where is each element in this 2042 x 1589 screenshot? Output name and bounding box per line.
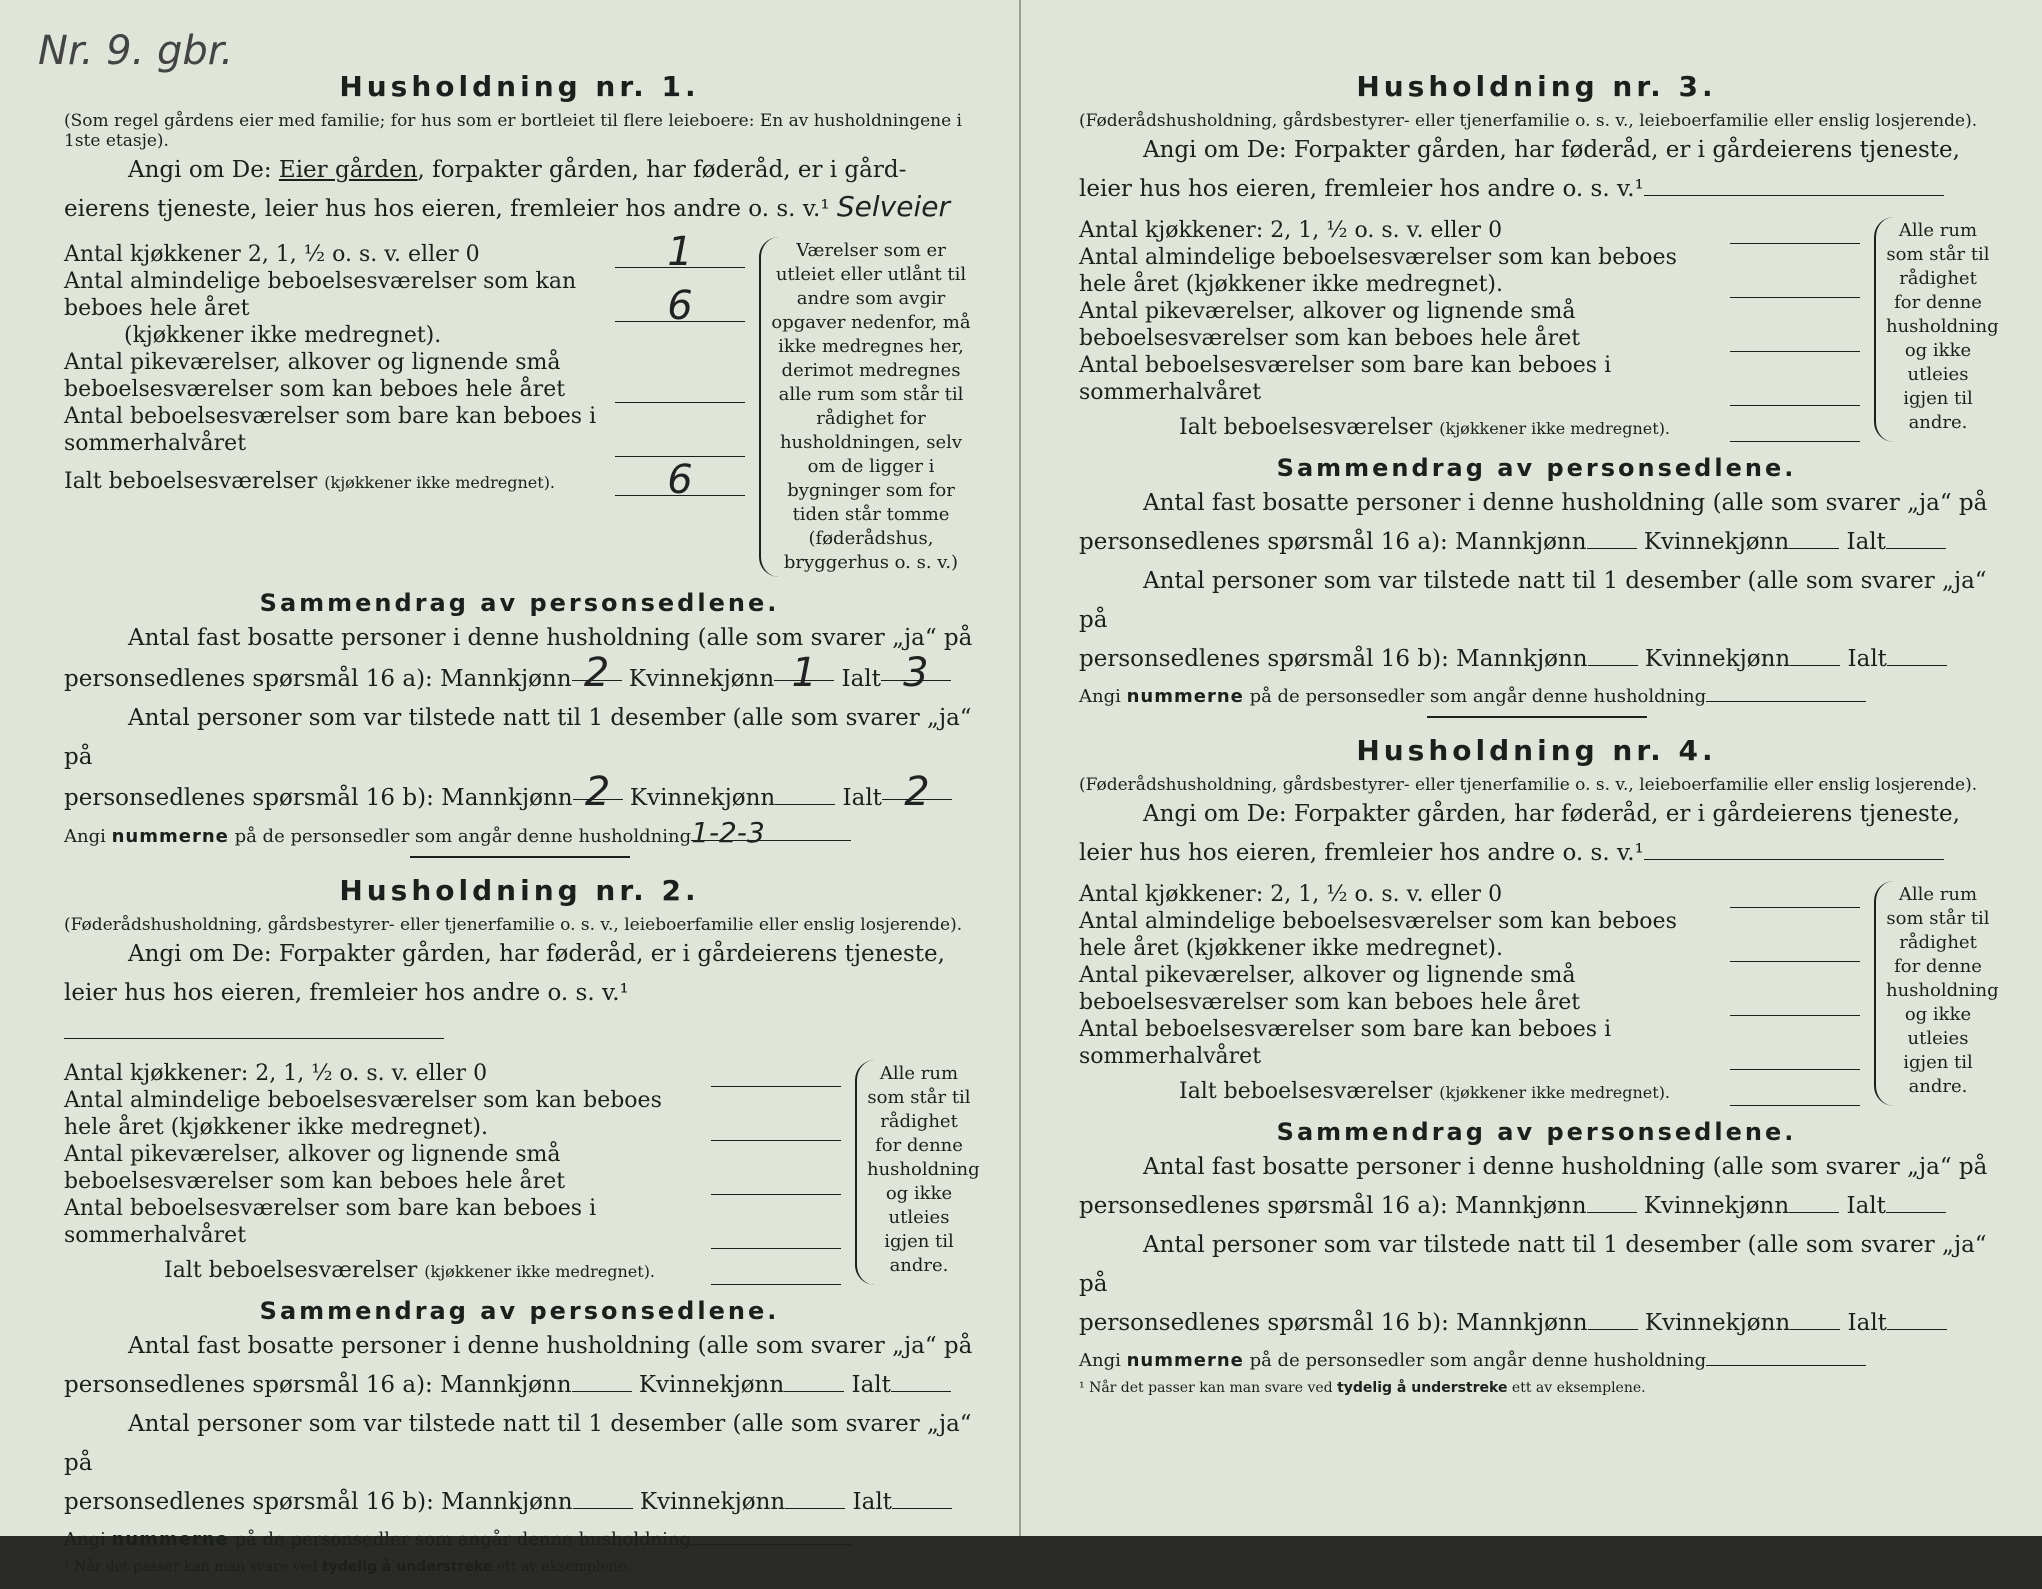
household-3-section — [1079, 70, 1999, 718]
household-3-rooms: Antal kjøkkener: 2, 1, ½ o. s. v. eller 0 Antal almindelige beboelsesværelser som kan beboes hele året (kjøkkener ikke medregnet). Antal pikeværelser, alkover og lignende små beboelsesværelser som kan beboes hele året Antal beboelsesværelser som bare kan beboes i sommerhalvåret Ialt beboelsesværelser (kjøkkener ikke medregnet). Alle rum som står til rådighet for denne husholdning og ikke utleies igjen til andre. — [1079, 218, 1999, 440]
maid-rooms-row: Antal pikeværelser, alkover og lignende små beboelsesværelser som kan beboes hele året — [64, 349, 745, 403]
household-4-note: (Føderådshusholdning, gårdsbestyrer- eller tjenerfamilie o. s. v., leieboerfamilie eller enslig losjerende). — [1079, 775, 1978, 795]
household-3-title: Husholdning nr. 3. — [1356, 70, 1717, 103]
household-4-title: Husholdning nr. 4. — [1356, 734, 1717, 767]
household-2-nummer: Angi nummerne på de personsedler som angår denne husholdning — [64, 1522, 975, 1555]
household-1-rooms — [64, 229, 975, 577]
footnote-right: ¹ Når det passer kan man svare ved tydelig å understreke ett av eksemplene. — [1079, 1380, 1646, 1396]
separator-2 — [1427, 716, 1647, 718]
h3-summary-a-values: personsedlenes spørsmål 16 a): Mannkjønn Kvinnekjønn Ialt — [1079, 523, 1994, 562]
s2-ialt-value: 2 — [882, 777, 952, 800]
household-4-summary-title: Sammendrag av personsedlene. — [1276, 1118, 1797, 1146]
s2-kvinne-value — [775, 782, 835, 805]
household-3-angi: Angi om De: Forpakter gården, har føderåd, er i gårdeierens tjeneste, — [1143, 137, 1960, 163]
household-4-angi: Angi om De: Forpakter gården, har føderåd, er i gårdeierens tjeneste, — [1143, 801, 1960, 827]
household-3-sidebar-note: Alle rum som står til rådighet for denne husholdning og ikke utleies igjen til andre. — [1874, 217, 1994, 442]
separator — [410, 856, 630, 858]
h4-summary-b-values: personsedlenes spørsmål 16 b): Mannkjønn Kvinnekjønn Ialt — [1079, 1304, 1994, 1343]
household-3-nummer: Angi nummerne på de personsedler som angår denne husholdning — [1079, 679, 1994, 712]
household-1-title: Husholdning nr. 1. — [339, 70, 700, 103]
household-2-rooms: Antal kjøkkener: 2, 1, ½ o. s. v. eller 0 Antal almindelige beboelsesværelser som kan beboes hele året (kjøkkener ikke medregnet). Antal pikeværelser, alkover og lignende små beboelsesværelser som kan beboes hele året Antal beboelsesværelser som bare kan beboes i sommerhalvåret Ialt beboelsesværelser (kjøkkener ikke medregnet). Alle rum som står til rådighet for denne husholdning og ikke utleies igjen til andre. — [64, 1061, 980, 1283]
summary-1a-values: personsedlenes spørsmål 16 a): Mannkjønn 2 Kvinnekjønn 1 Ialt 3 — [64, 658, 975, 699]
total-rooms-value: 6 — [615, 465, 745, 496]
household-1-summary-title: Sammendrag av personsedlene. — [259, 589, 780, 617]
ordinary-rooms-note: (kjøkkener ikke medregnet). — [124, 323, 442, 348]
household-1-angi: Angi om De: Eier gården, forpakter gården, har føderåd, er i gård- — [128, 157, 907, 183]
h4-summary-a-values: personsedlenes spørsmål 16 a): Mannkjønn Kvinnekjønn Ialt — [1079, 1187, 1994, 1226]
household-4-section — [1079, 734, 1999, 1396]
corner-handwritten-note: Nr. 9. gbr. — [38, 28, 234, 74]
household-1-nummer: Angi nummerne på de personsedler som angår denne husholdning1-2-3 — [64, 818, 975, 852]
household-4-angi-line2: leier hus hos eieren, fremleier hos andre o. s. v.¹ — [1079, 834, 1994, 873]
h3-summary-b: Antal personer som var tilstede natt til 1 desember (alle som svarer „ja“ på — [1079, 568, 1987, 633]
h2-summary-a-values: personsedlenes spørsmål 16 a): Mannkjønn Kvinnekjønn Ialt — [64, 1366, 975, 1405]
household-1-angi-line2: eierens tjeneste, leier hus hos eieren, fremleier hos andre o. s. v.¹ Selveier — [64, 190, 950, 223]
household-2-angi: Angi om De: Forpakter gården, har føderåd, er i gårdeierens tjeneste, — [128, 941, 945, 967]
household-1-note: (Som regel gårdens eier med familie; for hus som er bortleiet til flere leieboere: En av husholdningene i 1ste etasje). — [64, 111, 962, 151]
right-page — [1021, 0, 2042, 1536]
household-1-sidebar-note: Værelser som er utleiet eller utlånt til andre som avgir opgaver nedenfor, må ikke medregnes her, derimot medregnes alle rum som står til rådighet for husholdningen, selv om de ligger i bygninger som for tiden står tomme (føderådshus, bryggerhus o. s. v.) — [759, 237, 975, 577]
household-1-angi-answer: Selveier — [836, 190, 950, 223]
s1-kvinne-value: 1 — [774, 658, 834, 681]
household-3-note: (Føderådshusholdning, gårdsbestyrer- eller tjenerfamilie o. s. v., leieboerfamilie eller enslig losjerende). — [1079, 111, 1978, 131]
household-2-summary-title: Sammendrag av personsedlene. — [259, 1297, 780, 1325]
household-4-sidebar-note: Alle rum som står til rådighet for denne husholdning og ikke utleies igjen til andre. — [1874, 881, 1994, 1106]
household-3-angi-line2: leier hus hos eieren, fremleier hos andre o. s. v.¹ — [1079, 170, 1994, 209]
h2-summary-b: Antal personer som var tilstede natt til 1 desember (alle som svarer „ja“ på — [64, 1411, 972, 1476]
summer-rooms-row: Antal beboelsesværelser som bare kan beboes i sommerhalvåret — [64, 403, 745, 457]
nummer-value: 1-2-3 — [691, 818, 851, 841]
total-rooms-row: Ialt beboelsesværelser (kjøkkener ikke medregnet). 6 — [64, 465, 745, 496]
s2-mann-value: 2 — [573, 777, 623, 800]
household-4-rooms: Antal kjøkkener: 2, 1, ½ o. s. v. eller 0 Antal almindelige beboelsesværelser som kan beboes hele året (kjøkkener ikke medregnet). Antal pikeværelser, alkover og lignende små beboelsesværelser som kan beboes hele året Antal beboelsesværelser som bare kan beboes i sommerhalvåret Ialt beboelsesværelser (kjøkkener ikke medregnet). Alle rum som står til rådighet for denne husholdning og ikke utleies igjen til andre. — [1079, 882, 1999, 1104]
household-2-section — [64, 874, 980, 1575]
summary-1b-values: personsedlenes spørsmål 16 b): Mannkjønn 2 Kvinnekjønn Ialt 2 — [64, 777, 975, 818]
h2-summary-b-values: personsedlenes spørsmål 16 b): Mannkjønn Kvinnekjønn Ialt — [64, 1483, 975, 1522]
kitchens-row: Antal kjøkkener 2, 1, ½ o. s. v. eller 0 1 — [64, 237, 745, 268]
eier-garden-underlined: Eier gården — [278, 157, 418, 183]
s1-mann-value: 2 — [572, 658, 622, 681]
maid-rooms-value — [615, 376, 745, 403]
household-2-sidebar-note: Alle rum som står til rådighet for denne husholdning og ikke utleies igjen til andre. — [855, 1060, 975, 1285]
summary-1a-text: Antal fast bosatte personer i denne husholdning (alle som svarer „ja“ på — [128, 625, 973, 651]
summer-rooms-value — [615, 430, 745, 457]
household-2-note: (Føderådshusholdning, gårdsbestyrer- eller tjenerfamilie o. s. v., leieboerfamilie eller enslig losjerende). — [64, 915, 963, 935]
household-2-title: Husholdning nr. 2. — [339, 874, 700, 907]
footnote: ¹ Når det passer kan man svare ved tydelig å understreke ett av eksemplene. — [64, 1559, 631, 1575]
h3-summary-a: Antal fast bosatte personer i denne husholdning (alle som svarer „ja“ på — [1143, 490, 1988, 516]
household-1-section — [64, 70, 975, 858]
household-3-summary-title: Sammendrag av personsedlene. — [1276, 454, 1797, 482]
h3-summary-b-values: personsedlenes spørsmål 16 b): Mannkjønn Kvinnekjønn Ialt — [1079, 640, 1994, 679]
h4-summary-b: Antal personer som var tilstede natt til 1 desember (alle som svarer „ja“ på — [1079, 1232, 1987, 1297]
summary-1b-text: Antal personer som var tilstede natt til 1 desember (alle som svarer „ja“ på — [64, 705, 972, 770]
ordinary-rooms-value: 6 — [615, 291, 745, 322]
left-page — [0, 0, 1021, 1575]
h2-summary-a: Antal fast bosatte personer i denne husholdning (alle som svarer „ja“ på — [128, 1333, 973, 1359]
household-4-nummer: Angi nummerne på de personsedler som angår denne husholdning — [1079, 1343, 1994, 1376]
s1-ialt-value: 3 — [881, 658, 951, 681]
kitchens-value: 1 — [615, 237, 745, 268]
household-2-angi-line2: leier hus hos eieren, fremleier hos andre o. s. v.¹ — [64, 974, 975, 1052]
ordinary-rooms-row: Antal almindelige beboelsesværelser som kan beboes hele året 6 — [64, 268, 745, 322]
h4-summary-a: Antal fast bosatte personer i denne husholdning (alle som svarer „ja“ på — [1143, 1154, 1988, 1180]
